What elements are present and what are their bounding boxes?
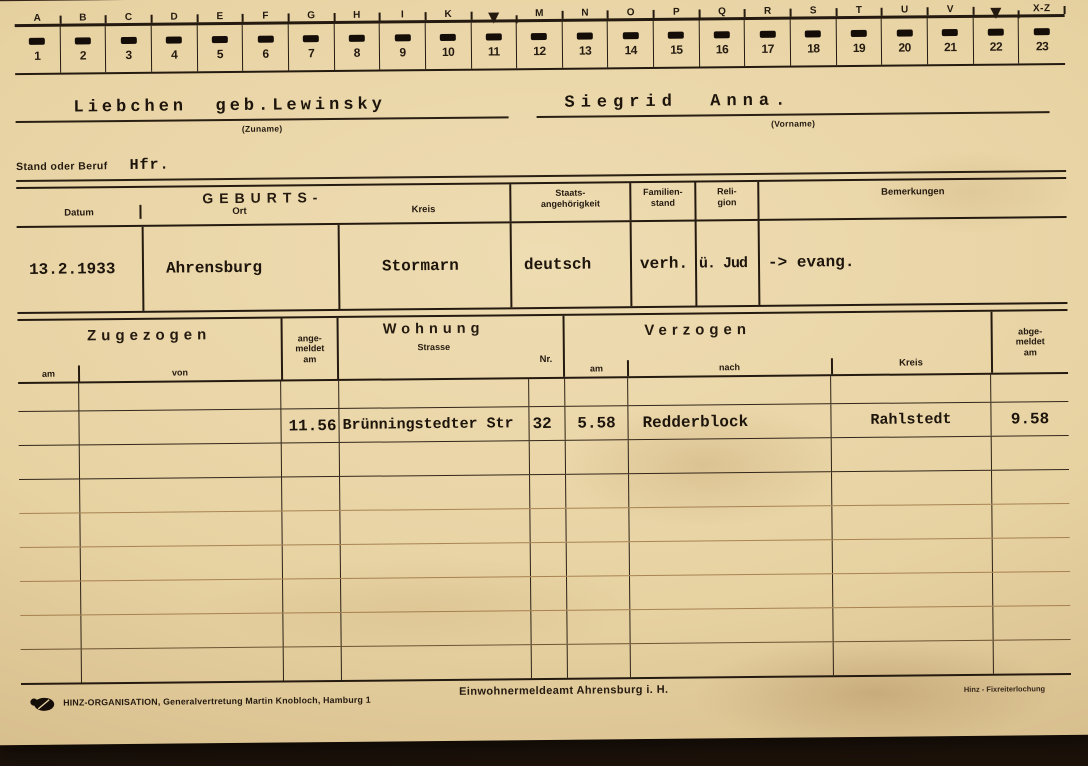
verzogen-kreis-label: Kreis: [830, 312, 991, 375]
punch-dash: [805, 30, 821, 37]
movement-cell: [630, 574, 833, 609]
tab-rider-marker: ▼: [973, 8, 1019, 18]
abgemeldet-line2: meldet: [1015, 336, 1045, 347]
movement-cell: [18, 411, 79, 445]
ruler-letter: D: [152, 11, 198, 22]
familien-label-line2: stand: [650, 197, 675, 208]
ruler-letter: B: [60, 12, 106, 23]
punch-dash: [29, 37, 45, 44]
abgemeldet-am-label: [990, 311, 1068, 373]
movement-cell: [628, 376, 831, 405]
punch-dash: [714, 31, 730, 38]
movement-cell: [18, 383, 79, 411]
movement-cell: [530, 441, 566, 474]
ruler-letter: F: [243, 10, 289, 21]
movement-cell: [629, 506, 832, 541]
ruler-cell: [882, 18, 928, 64]
movement-cell: Rahlstedt: [831, 403, 991, 438]
ruler-cells: [15, 14, 1065, 75]
ruler-letter: C: [106, 12, 152, 23]
ruler-cell: [1019, 17, 1065, 63]
ruler-letter: M: [517, 8, 563, 19]
punch-dash: [623, 32, 639, 39]
ruler-cell: [471, 22, 517, 68]
ruler-number: 9: [399, 44, 406, 59]
wohnung-header: [339, 316, 530, 379]
ruler-cell: [197, 25, 243, 71]
ruler-letter: R: [745, 6, 791, 17]
ruler-letter: H: [334, 10, 380, 21]
punch-dash: [394, 34, 410, 41]
movement-cell: [20, 581, 81, 615]
beruf-label: Stand oder Beruf: [15, 160, 108, 174]
punch-dash: [486, 33, 502, 40]
firstname-label: (Vorname): [771, 118, 816, 129]
movement-cell: [530, 509, 566, 542]
ruler-cell: [654, 20, 700, 66]
ruler-cell: [608, 21, 654, 67]
staatsangehoerigkeit-label: [509, 183, 629, 221]
movement-cell: 32: [529, 407, 565, 440]
movement-cell: [19, 445, 80, 479]
movement-cell: [531, 611, 567, 644]
ruler-cell: [334, 24, 380, 70]
punch-dash: [212, 36, 228, 43]
punch-dash: [668, 31, 684, 38]
movement-cell: Brünningstedter Str: [339, 407, 529, 442]
ruler-letter: P: [654, 6, 700, 17]
verzogen-title: Verzogen: [644, 320, 752, 339]
religion-label: [694, 182, 757, 220]
verzogen-am-label: am: [565, 363, 628, 377]
movement-cell: [283, 613, 341, 647]
movement-cell: [629, 438, 832, 473]
movement-cell: [630, 540, 833, 575]
alphabet-ruler: [15, 0, 1066, 75]
movement-cell: [991, 374, 1068, 402]
geburts-kreis-value: Stormarn: [338, 223, 511, 309]
movement-cell: [79, 382, 281, 411]
movement-cell: [283, 545, 341, 579]
office-imprint: Einwohnermeldeamt Ahrensburg i. H.: [459, 683, 669, 698]
movement-cell: [81, 546, 283, 581]
ruler-cell: [152, 25, 198, 71]
movement-cell: [282, 477, 340, 511]
movement-cell: [566, 440, 629, 474]
movement-cell: [283, 579, 341, 613]
movement-cell: [79, 410, 281, 445]
ruler-cell: [106, 26, 152, 72]
movement-cell: [529, 379, 565, 406]
angemeldet-line1: ange-: [297, 332, 322, 344]
movement-cell: [994, 640, 1071, 674]
geburts-title: GEBURTS-: [202, 189, 324, 207]
movement-cell: [342, 645, 532, 680]
ruler-cell: [517, 22, 563, 68]
ruler-number: 13: [578, 43, 592, 58]
movement-cell: [567, 542, 630, 576]
angemeldet-line3: am: [303, 353, 317, 365]
punch-dash: [896, 29, 912, 36]
beruf-row: [16, 148, 1066, 182]
ruler-letter: T: [836, 5, 882, 16]
ruler-letter: S: [791, 5, 837, 16]
ruler-letter: V: [928, 4, 974, 15]
firstname-value: Siegrid Anna.: [564, 91, 792, 113]
movement-cell: [340, 475, 530, 510]
bemerkungen-value: -> evang.: [758, 218, 1068, 305]
tab-rider-marker: ▼: [471, 13, 517, 23]
ruler-number: 3: [125, 47, 132, 62]
movement-cell: [20, 547, 81, 581]
ruler-letter: Q: [699, 6, 745, 17]
punch-dash: [440, 33, 456, 40]
ruler-number: 4: [171, 47, 178, 62]
movement-cell: [992, 504, 1069, 538]
ruler-cell: [791, 19, 837, 65]
ruler-number: 14: [624, 42, 637, 57]
wohnung-title: Wohnung: [382, 320, 485, 338]
movement-cell: 11.56: [281, 409, 339, 443]
geburts-values: [17, 218, 1068, 312]
movement-cell: 5.58: [565, 406, 628, 440]
familienstand-value: verh.: [630, 222, 696, 307]
surname-value: Liebchen geb.Lewinsky: [73, 95, 386, 118]
ruler-letter: N: [562, 7, 608, 18]
movement-cell: [834, 641, 994, 676]
geburts-ort-value: Ahrensburg: [142, 225, 339, 311]
movement-cell: [341, 543, 531, 578]
movement-cell: [80, 512, 282, 547]
ruler-letter: E: [197, 11, 243, 22]
movement-cell: [992, 470, 1069, 504]
movement-cell: [21, 649, 82, 683]
movement-cell: [631, 642, 834, 677]
ruler-letter: U: [882, 4, 928, 15]
angemeldet-line2: meldet: [295, 343, 325, 354]
product-imprint: Hinz - Fixreiterlochung: [963, 684, 1046, 694]
ruler-cell: [60, 26, 106, 72]
surname-block: [15, 94, 508, 136]
ruler-cell: [836, 19, 882, 65]
religion-value: ü. Jud: [695, 221, 759, 306]
movement-cell: [566, 474, 629, 508]
ruler-number: 19: [852, 40, 866, 55]
ruler-cell: [562, 21, 608, 67]
ruler-letter: G: [288, 10, 334, 21]
movement-cell: [567, 610, 630, 644]
punch-dash: [577, 32, 593, 39]
movement-cell: [282, 443, 340, 477]
punch-dash: [166, 36, 182, 43]
familienstand-label: [629, 183, 694, 221]
ruler-number: 12: [533, 43, 546, 58]
ruler-cell: [289, 24, 335, 70]
ruler-number: 11: [487, 43, 500, 59]
staats-label-line1: Staats-: [555, 187, 586, 198]
movement-cell: [80, 478, 282, 513]
punch-dash: [349, 34, 365, 41]
punch-dash: [988, 28, 1004, 35]
punch-dash: [303, 35, 319, 42]
ruler-letter: I: [380, 9, 426, 20]
zugezogen-title: Zugezogen: [86, 325, 212, 344]
name-section: [15, 89, 1065, 136]
footer: [21, 682, 1071, 714]
religion-label-line1: Reli-: [716, 186, 737, 197]
strasse-label: Strasse: [417, 341, 451, 353]
ruler-cell: [243, 24, 289, 70]
movement-cell: [530, 475, 566, 508]
punch-dash: [75, 37, 91, 44]
abgemeldet-line3: am: [1023, 347, 1037, 358]
nr-label: Nr.: [529, 316, 566, 377]
printer-imprint: HINZ-ORGANISATION, Generalvertretung Martin Knobloch, Hamburg 1: [63, 694, 371, 708]
ruler-letter: X-Z: [1019, 3, 1065, 14]
geburts-kreis-label: Kreis: [411, 204, 436, 216]
movement-header: [18, 311, 1069, 384]
movement-cell: [832, 505, 992, 540]
movement-cell: [832, 471, 992, 506]
ruler-number: 21: [944, 39, 957, 54]
ruler-number: 5: [216, 46, 224, 61]
ruler-number: 1: [34, 48, 41, 63]
movement-cell: [340, 509, 530, 544]
ruler-number: 2: [79, 47, 87, 62]
movement-cell: [341, 577, 531, 612]
movement-cell: 9.58: [1010, 409, 1050, 429]
ruler-number: 8: [353, 45, 360, 60]
movement-cell: [630, 608, 833, 643]
movement-cell: [565, 378, 628, 406]
movement-cell: [81, 580, 283, 615]
movement-cell: [832, 437, 992, 472]
ruler-number: 17: [761, 41, 774, 56]
ruler-cell: [426, 23, 472, 69]
movement-cell: [833, 539, 993, 574]
movement-cell: [568, 644, 631, 678]
footer-left: [21, 691, 371, 712]
ruler-number: 7: [308, 45, 315, 60]
movement-cell: [340, 441, 530, 476]
geburts-header-left: [16, 184, 509, 226]
firstname-block: [536, 89, 1049, 131]
movement-rows: [18, 374, 1071, 685]
ruler-number: 20: [898, 39, 911, 55]
geburts-datum-value: 13.2.1933: [28, 260, 116, 279]
movement-cell: [993, 538, 1070, 572]
ruler-number: 16: [715, 41, 729, 56]
ruler-number: 10: [441, 44, 455, 59]
geburts-ort-label: Ort: [232, 205, 247, 217]
staatsangehoerigkeit-value: deutsch: [510, 222, 631, 307]
movement-cell: [992, 436, 1069, 470]
geburts-datum-label: Datum: [16, 207, 141, 226]
ruler-cell: [15, 27, 61, 73]
hinz-logo-icon: [29, 694, 55, 712]
staats-label-line2: angehörigkeit: [540, 198, 600, 210]
punch-dash: [257, 35, 273, 42]
movement-cell: [19, 479, 80, 513]
punch-dash: [760, 30, 776, 37]
ruler-cell: [973, 17, 1019, 63]
movement-cell: [566, 508, 629, 542]
ruler-number: 6: [262, 46, 269, 61]
punch-dash: [120, 36, 136, 43]
ruler-number: 15: [670, 42, 683, 57]
movement-cell: [80, 444, 282, 479]
movement-cell: [19, 513, 80, 547]
movement-cell: [282, 511, 340, 545]
movement-cell: [833, 573, 993, 608]
movement-cell: [532, 645, 568, 678]
ruler-cell: [380, 23, 426, 69]
movement-cell: [629, 472, 832, 507]
movement-cell: [833, 607, 993, 642]
religion-label-line2: gion: [717, 197, 737, 208]
movement-cell: [567, 576, 630, 610]
movement-table: [18, 309, 1071, 685]
ruler-letter: O: [608, 7, 654, 18]
movement-cell: [993, 572, 1070, 606]
familien-label-line1: Familien-: [643, 186, 683, 198]
geburts-table: [16, 177, 1067, 314]
movement-cell: [284, 647, 342, 681]
ruler-number: 18: [807, 40, 820, 55]
movement-cell: [831, 375, 991, 404]
ruler-letter: A: [15, 13, 61, 24]
beruf-value: Hfr.: [129, 156, 170, 174]
zugezogen-am-label: am: [18, 368, 79, 382]
verzogen-nach-label: nach: [718, 362, 741, 373]
ruler-number: 23: [1035, 38, 1049, 53]
movement-cell: [20, 615, 81, 649]
punch-dash: [1034, 28, 1050, 35]
punch-dash: [942, 29, 958, 36]
surname-label: (Zuname): [241, 123, 283, 134]
movement-cell: [341, 611, 531, 646]
abgemeldet-line1: abge-: [1018, 325, 1043, 337]
punch-dash: [531, 32, 547, 39]
ruler-cell: [928, 18, 974, 64]
punch-dash: [851, 29, 867, 36]
movement-cell: Redderblock: [628, 404, 831, 439]
zugezogen-von-label: von: [171, 367, 189, 378]
ruler-cell: [699, 20, 745, 66]
movement-cell: [82, 648, 284, 683]
movement-cell: [531, 543, 567, 576]
movement-cell: [81, 614, 283, 649]
movement-cell: [339, 379, 529, 408]
ruler-cell: [745, 20, 791, 66]
movement-cell: [993, 606, 1070, 640]
ruler-number: 22: [989, 39, 1003, 54]
angemeldet-am-label: [281, 318, 340, 380]
movement-cell: [531, 577, 567, 610]
movement-cell: [281, 381, 339, 409]
ruler-letter: K: [425, 9, 471, 20]
bemerkungen-label: Bemerkungen: [757, 179, 1066, 219]
